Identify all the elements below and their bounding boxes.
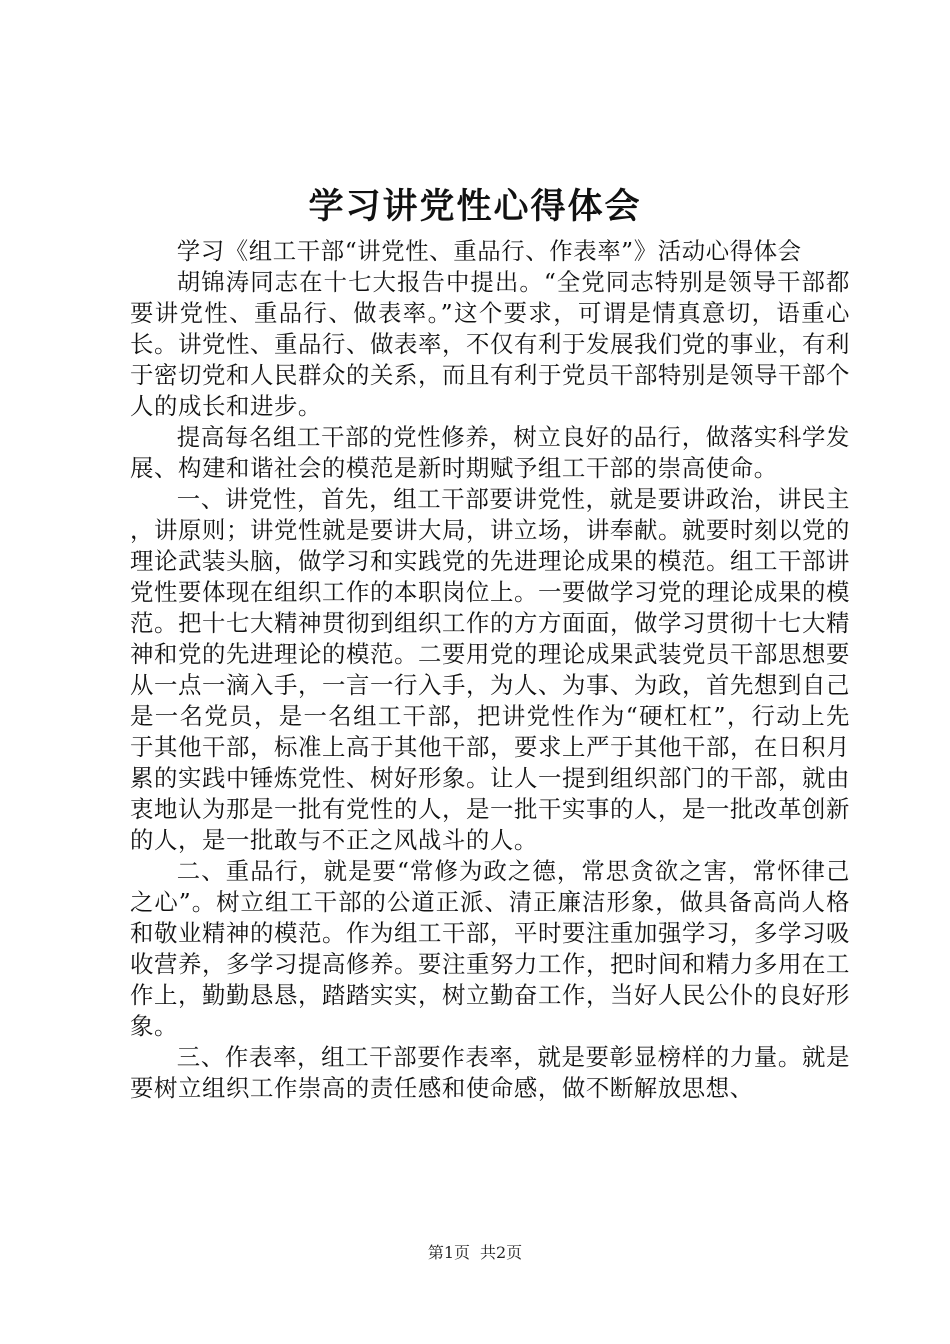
document-body [130, 236, 850, 1104]
document-title: 学习讲党性心得体会 [308, 186, 642, 227]
paragraph-mission: 提高每名组工干部的党性修养，树立良好的品行，做落实科学发展、构建和谐社会的模范是新时期赋予组工干部的崇高使命。 [130, 423, 850, 482]
page-number: 第1页 [427, 1243, 470, 1262]
paragraph-intro: 胡锦涛同志在十七大报告中提出。“全党同志特别是领导干部都要讲党性、重品行、做表率。”这个要求，可谓是情真意切，语重心长。讲党性、重品行、做表率，不仅有利于发展我们党的事业，有利于密切党和人民群众的关系，而且有利于党员干部特别是领导干部个人的成长和进步。 [130, 268, 850, 420]
paragraph-subtitle: 学习《组工干部“讲党性、重品行、作表率”》活动心得体会 [176, 237, 802, 265]
page-total: 共2页 [480, 1243, 523, 1262]
paragraph-section-two: 二、重品行，就是要“常修为政之德，常思贪欲之害，常怀律己之心”。树立组工干部的公道正派、清正廉洁形象，做具备高尚人格和敬业精神的模范。作为组工干部，平时要注重加强学习，多学习吸收营养，多学习提高修养。要注重努力工作，把时间和精力多用在工作上，勤勤恳恳，踏踏实实，树立勤奋工作，当好人民公仆的良好形象。 [130, 857, 850, 1040]
paragraph-section-one: 一、讲党性，首先，组工干部要讲党性，就是要讲政治，讲民主，讲原则；讲党性就是要讲大局，讲立场，讲奉献。就要时刻以党的理论武装头脑，做学习和实践党的先进理论成果的模范。组工干部讲党性要体现在组织工作的本职岗位上。一要做学习党的理论成果的模范。把十七大精神贯彻到组织工作的方方面面，做学习贯彻十七大精神和党的先进理论的模范。二要用党的理论成果武装党员干部思想要从一点一滴入手，一言一行入手，为人、为事、为政，首先想到自己是一名党员，是一名组工干部，把讲党性作为“硬杠杠”，行动上先于其他干部，标准上高于其他干部，要求上严于其他干部，在日积月累的实践中锤炼党性、树好形象。让人一提到组织部门的干部，就由衷地认为那是一批有党性的人，是一批干实事的人，是一批改革创新的人，是一批敢与不正之风战斗的人。 [130, 485, 850, 854]
paragraph-section-three: 三、作表率，组工干部要作表率，就是要彰显榜样的力量。就是要树立组织工作崇高的责任感和使命感，做不断解放思想、 [130, 1043, 850, 1102]
page-footer [0, 1242, 950, 1264]
